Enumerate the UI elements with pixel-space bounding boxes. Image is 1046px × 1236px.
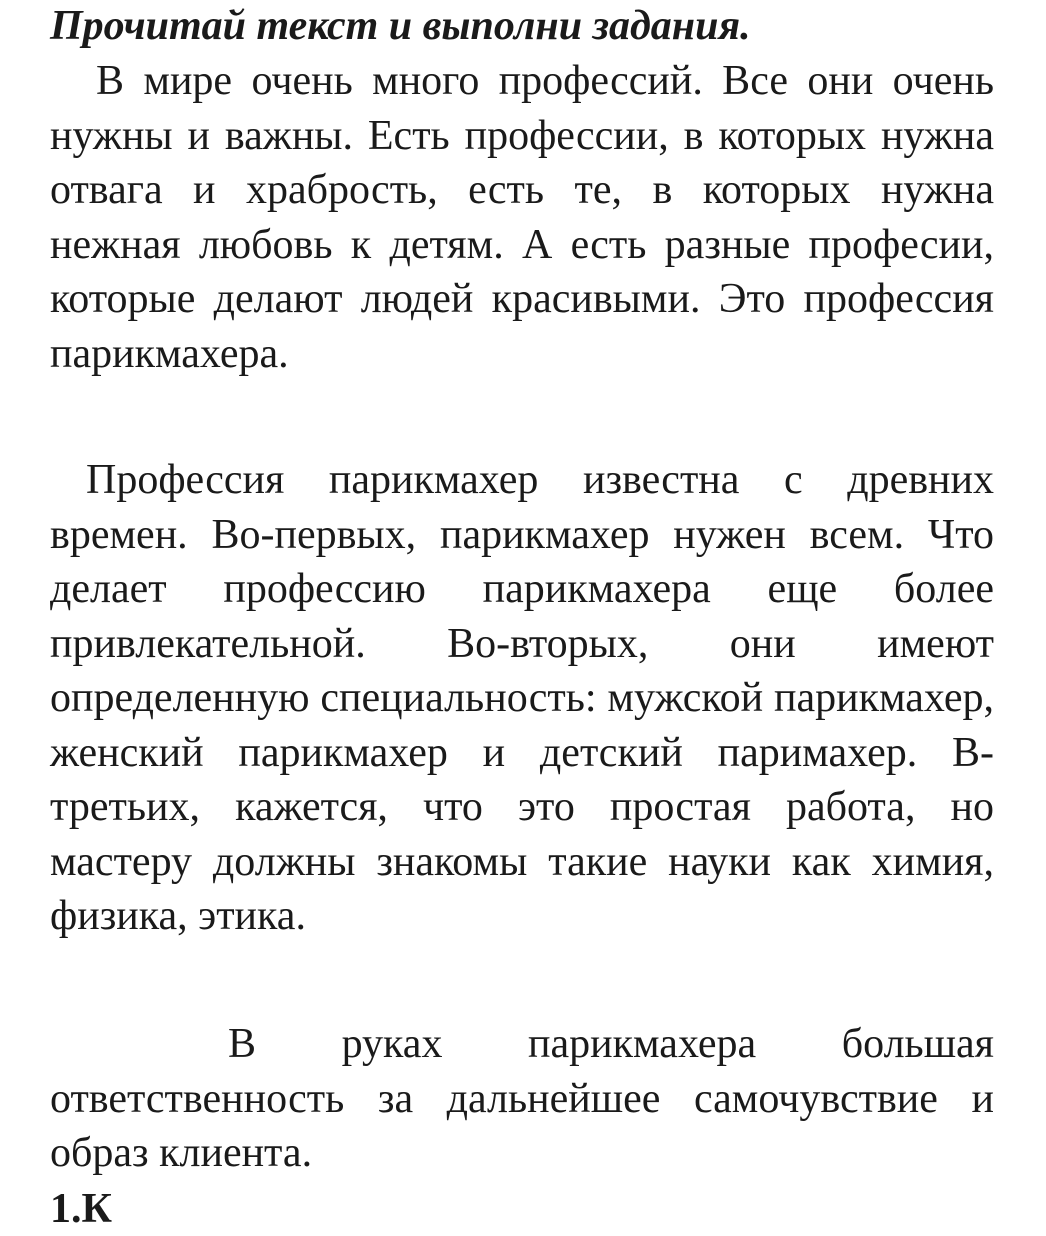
paragraph-history: Профессия парикмахер известна с древних времен. Во-первых, парикмахер нужен всем. Что делает профессию парикмахера еще более привлекательной. Во-вторых, они имеют определенную специальность: мужской парикмахер, женский парикмахер и детский паримахер. В- третьих, кажется, что это простая работа, но мастеру должны знакомы такие науки как химия, физика, этика. (50, 457, 994, 939)
paragraph-intro: В мире очень много профессий. Все они очень нужны и важны. Есть профессии, в которых нужна отвага и храбрость, есть те, в которых нужна нежная любовь к детям. А есть разные професии, которые делают людей красивыми. Это профессия парикмахера. (50, 58, 994, 377)
cut-off-task-line: 1.К (50, 1186, 112, 1232)
paragraph-responsibility: В руках парикмахера большая ответственность за дальнейшее самочувствие и образ клиента. (50, 1021, 994, 1176)
task-heading: Прочитай текст и выполни задания. (50, 3, 751, 49)
